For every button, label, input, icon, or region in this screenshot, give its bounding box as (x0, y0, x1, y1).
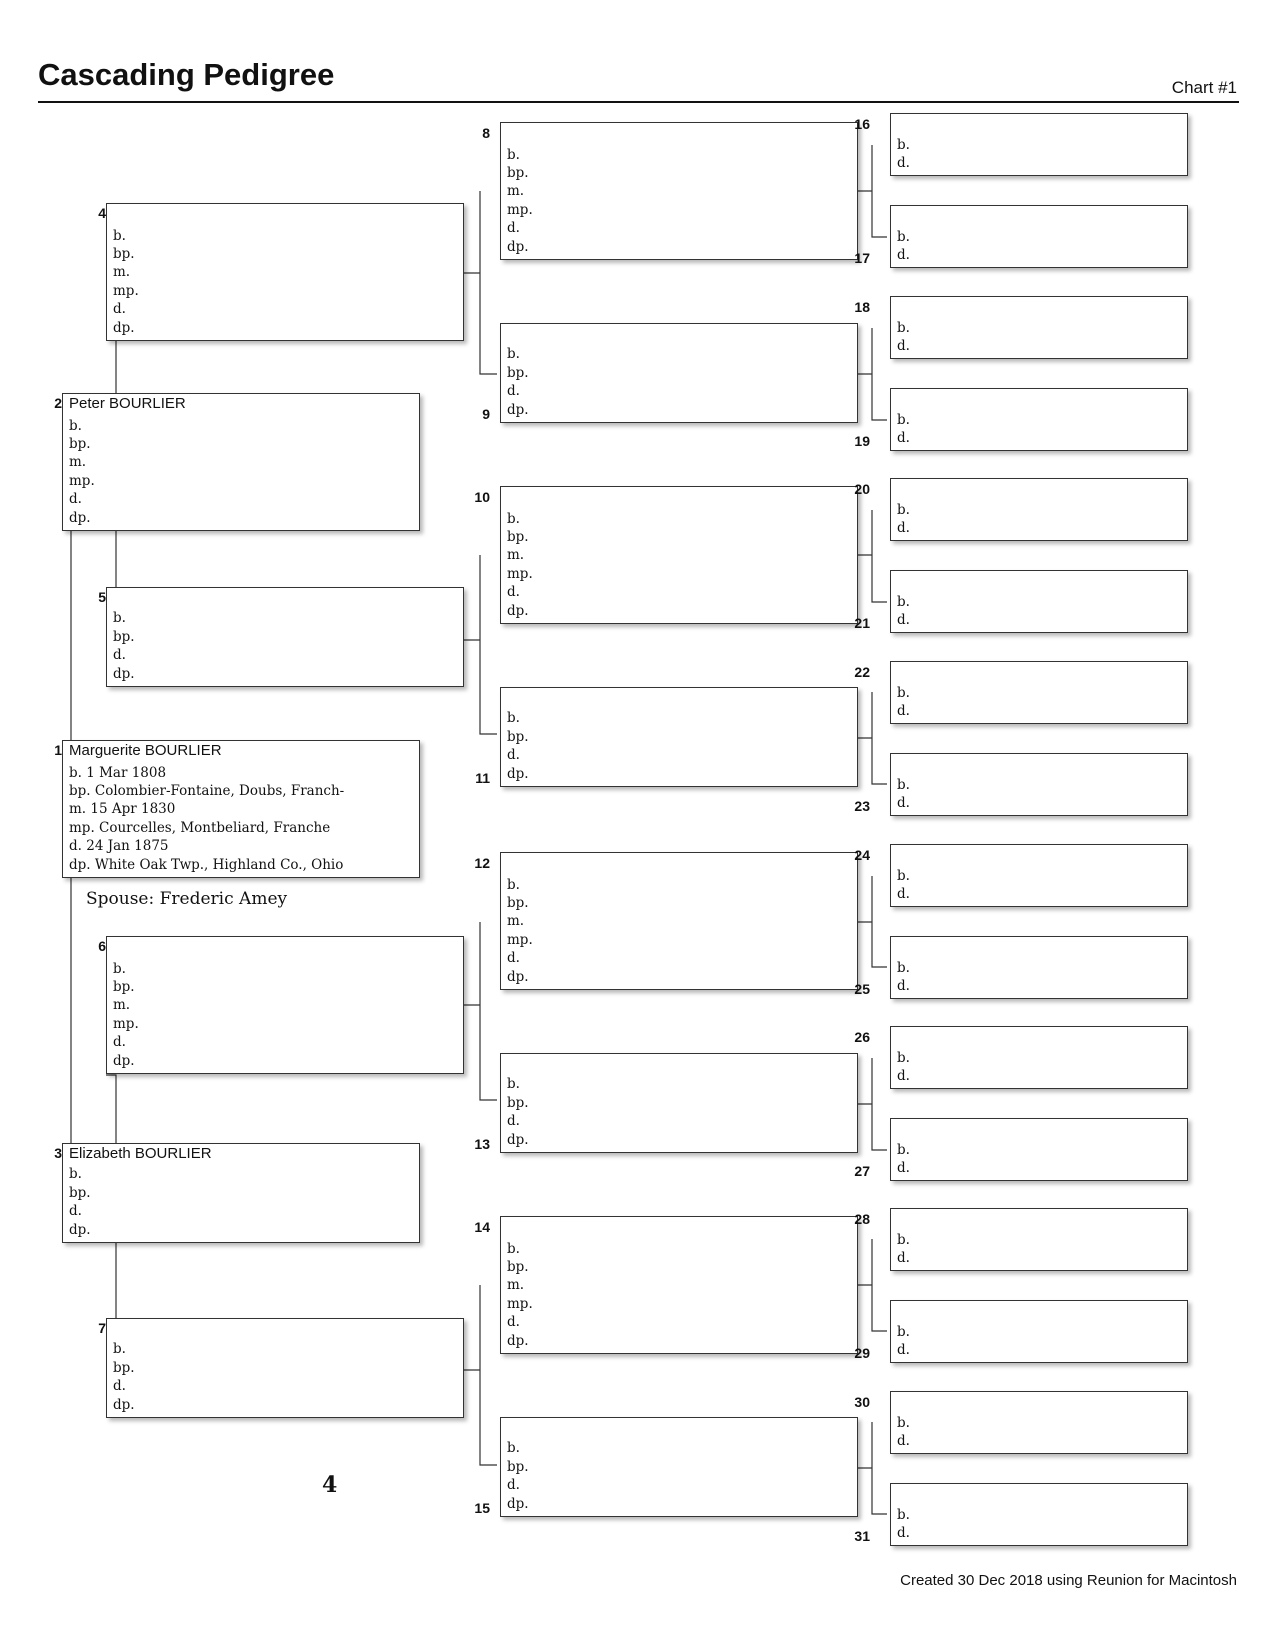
person-box-26 (890, 1026, 1188, 1089)
person-number-3: 3 (54, 1145, 62, 1161)
detail-line: m. (507, 913, 525, 930)
person-box-24 (890, 844, 1188, 907)
detail-line: dp. (507, 1332, 529, 1349)
detail-line: d. (507, 383, 520, 400)
person-number-19: 19 (854, 433, 870, 449)
person-details (897, 136, 1183, 172)
detail-line: b. (507, 510, 520, 527)
detail-line: dp. (507, 1495, 529, 1512)
connector-10 (856, 510, 887, 602)
detail-line: mp. Courcelles, Montbeliard, Franche (69, 819, 331, 836)
person-box-15 (500, 1417, 858, 1517)
detail-line: d. (897, 885, 910, 902)
person-box-28 (890, 1208, 1188, 1271)
person-box-11 (500, 687, 858, 787)
detail-line: d. (507, 1113, 520, 1130)
detail-line: b. (113, 610, 126, 627)
person-number-8: 8 (482, 125, 490, 141)
connector-11 (856, 692, 887, 784)
person-number-2: 2 (54, 395, 62, 411)
detail-line: d. (113, 1378, 126, 1395)
detail-line: m. 15 Apr 1830 (69, 801, 176, 818)
detail-line: d. (507, 950, 520, 967)
person-number-18: 18 (854, 299, 870, 315)
detail-line: b. (507, 1076, 520, 1093)
detail-line: d. (507, 747, 520, 764)
detail-line: b. (897, 411, 910, 428)
detail-line: d. (507, 1477, 520, 1494)
detail-line: b. (507, 1440, 520, 1457)
detail-line: mp. (113, 282, 139, 299)
person-number-30: 30 (854, 1394, 870, 1410)
detail-line: mp. (507, 931, 533, 948)
detail-line: bp. (113, 979, 135, 996)
detail-line: b. (113, 1341, 126, 1358)
detail-line: b. (507, 876, 520, 893)
detail-line: dp. (69, 509, 91, 526)
person-details (507, 1075, 853, 1149)
person-number-9: 9 (482, 406, 490, 422)
detail-line: bp. Colombier-Fontaine, Doubs, Franch- (69, 783, 345, 800)
detail-line: dp. (507, 401, 529, 418)
detail-line: bp. (507, 364, 529, 381)
person-box-25 (890, 936, 1188, 999)
detail-line: m. (507, 1277, 525, 1294)
detail-line: d. (897, 519, 910, 536)
person-number-21: 21 (854, 615, 870, 631)
person-box-30 (890, 1391, 1188, 1454)
person-number-25: 25 (854, 981, 870, 997)
detail-line: bp. (507, 1259, 529, 1276)
person-details (897, 959, 1183, 995)
person-details (897, 1049, 1183, 1085)
detail-line: b. 1 Mar 1808 (69, 764, 167, 781)
person-box-31 (890, 1483, 1188, 1546)
detail-line: b. (897, 959, 910, 976)
detail-line: m. (69, 454, 87, 471)
detail-line: b. (897, 501, 910, 518)
detail-line: b. (897, 1323, 910, 1340)
detail-line: m. (113, 264, 131, 281)
detail-line: b. (897, 1414, 910, 1431)
detail-line: bp. (507, 1458, 529, 1475)
detail-line: b. (113, 227, 126, 244)
detail-line: d. (897, 1159, 910, 1176)
person-number-4: 4 (98, 205, 106, 221)
person-number-1: 1 (54, 742, 62, 758)
detail-line: b. (897, 593, 910, 610)
person-box-7 (106, 1318, 464, 1418)
detail-line: d. (897, 794, 910, 811)
detail-line: d. (897, 429, 910, 446)
person-details (507, 709, 853, 783)
person-number-22: 22 (854, 664, 870, 680)
person-details (113, 960, 459, 1070)
detail-line: bp. (113, 246, 135, 263)
detail-line: d. 24 Jan 1875 (69, 838, 169, 855)
connector-14 (856, 1239, 887, 1331)
person-box-9 (500, 323, 858, 423)
connector-13 (856, 1058, 887, 1150)
detail-line: bp. (507, 1094, 529, 1111)
detail-line: dp. (113, 665, 135, 682)
detail-line: bp. (507, 529, 529, 546)
detail-line: d. (897, 1341, 910, 1358)
detail-line: bp. (507, 165, 529, 182)
detail-line: d. (507, 1314, 520, 1331)
person-box-13 (500, 1053, 858, 1153)
detail-line: dp. (507, 968, 529, 985)
connector-4 (460, 191, 497, 374)
detail-line: m. (113, 997, 131, 1014)
person-number-17: 17 (854, 250, 870, 266)
person-details (897, 228, 1183, 264)
detail-line: mp. (69, 472, 95, 489)
person-box-1 (62, 740, 420, 878)
detail-line: b. (897, 1231, 910, 1248)
detail-line: bp. (113, 1359, 135, 1376)
detail-line: b. (69, 1166, 82, 1183)
person-box-12 (500, 852, 858, 990)
person-box-14 (500, 1216, 858, 1354)
person-number-6: 6 (98, 938, 106, 954)
detail-line: b. (897, 867, 910, 884)
detail-line: b. (897, 1141, 910, 1158)
person-box-16 (890, 113, 1188, 176)
person-box-17 (890, 205, 1188, 268)
detail-line: d. (897, 337, 910, 354)
person-box-10 (500, 486, 858, 624)
connector-6 (460, 922, 497, 1100)
detail-line: dp. White Oak Twp., Highland Co., Ohio (69, 856, 344, 873)
person-number-23: 23 (854, 798, 870, 814)
detail-line: d. (897, 1524, 910, 1541)
detail-line: dp. (113, 1052, 135, 1069)
person-details (69, 764, 415, 874)
person-number-5: 5 (98, 589, 106, 605)
connector-7 (460, 1285, 497, 1465)
detail-line: mp. (507, 1295, 533, 1312)
detail-line: dp. (113, 319, 135, 336)
detail-line: m. (507, 547, 525, 564)
detail-line: b. (897, 684, 910, 701)
person-details (897, 1231, 1183, 1267)
person-number-7: 7 (98, 1320, 106, 1336)
person-details (897, 319, 1183, 355)
person-box-3 (62, 1143, 420, 1243)
connector-15 (856, 1422, 887, 1514)
person-box-18 (890, 296, 1188, 359)
detail-line: bp. (69, 1184, 91, 1201)
detail-line: bp. (507, 728, 529, 745)
person-box-4 (106, 203, 464, 341)
detail-line: dp. (507, 765, 529, 782)
person-box-19 (890, 388, 1188, 451)
detail-line: b. (507, 1240, 520, 1257)
person-details (897, 776, 1183, 812)
person-details (113, 1340, 459, 1414)
detail-line: d. (113, 647, 126, 664)
person-box-5 (106, 587, 464, 687)
detail-line: d. (897, 702, 910, 719)
detail-line: b. (69, 417, 82, 434)
person-number-12: 12 (474, 855, 490, 871)
person-box-27 (890, 1118, 1188, 1181)
person-details (897, 593, 1183, 629)
detail-line: b. (897, 776, 910, 793)
person-details (507, 1240, 853, 1350)
detail-line: d. (69, 491, 82, 508)
detail-line: b. (897, 1049, 910, 1066)
detail-line: bp. (507, 895, 529, 912)
detail-line: b. (507, 346, 520, 363)
detail-line: mp. (507, 201, 533, 218)
detail-line: d. (897, 1432, 910, 1449)
detail-line: b. (897, 319, 910, 336)
chart-number: Chart #1 (1171, 78, 1237, 97)
person-details (69, 417, 415, 527)
person-name: Peter BOURLIER (69, 395, 186, 412)
connector-5 (460, 555, 497, 734)
person-details (897, 501, 1183, 537)
person-number-29: 29 (854, 1345, 870, 1361)
detail-line: b. (897, 228, 910, 245)
person-box-29 (890, 1300, 1188, 1363)
detail-line: b. (897, 1506, 910, 1523)
person-details (507, 876, 853, 986)
person-box-21 (890, 570, 1188, 633)
person-number-15: 15 (474, 1500, 490, 1516)
person-details (897, 411, 1183, 447)
detail-line: d. (507, 584, 520, 601)
detail-line: dp. (113, 1396, 135, 1413)
person-number-28: 28 (854, 1211, 870, 1227)
person-box-6 (106, 936, 464, 1074)
person-details (507, 1439, 853, 1513)
person-details (897, 867, 1183, 903)
connector-9 (856, 328, 887, 420)
detail-line: d. (113, 1034, 126, 1051)
person-number-10: 10 (474, 489, 490, 505)
person-number-31: 31 (854, 1528, 870, 1544)
detail-line: b. (507, 146, 520, 163)
detail-line: dp. (507, 1131, 529, 1148)
detail-line: bp. (113, 628, 135, 645)
person-details (69, 1165, 415, 1239)
person-number-11: 11 (475, 770, 490, 786)
person-details (897, 1506, 1183, 1542)
detail-line: b. (897, 136, 910, 153)
person-box-2 (62, 393, 420, 531)
detail-line: d. (897, 1249, 910, 1266)
detail-line: mp. (113, 1015, 139, 1032)
person-box-8 (500, 122, 858, 260)
person-name: Elizabeth BOURLIER (69, 1145, 212, 1162)
person-details (507, 146, 853, 256)
person-number-26: 26 (854, 1029, 870, 1045)
person-details (113, 609, 459, 683)
detail-line: d. (897, 611, 910, 628)
person-number-24: 24 (854, 847, 870, 863)
detail-line: d. (507, 220, 520, 237)
detail-line: d. (897, 154, 910, 171)
person-number-16: 16 (854, 116, 870, 132)
person-number-27: 27 (854, 1163, 870, 1179)
detail-line: dp. (507, 238, 529, 255)
person-details (897, 1141, 1183, 1177)
detail-line: m. (507, 183, 525, 200)
person-details (897, 1323, 1183, 1359)
detail-line: mp. (507, 565, 533, 582)
footer-credit: Created 30 Dec 2018 using Reunion for Macintosh (900, 1572, 1237, 1589)
person-number-14: 14 (474, 1219, 490, 1235)
person-details (113, 227, 459, 337)
spouse-line: Spouse: Frederic Amey (86, 889, 288, 909)
page-reference: 4 (322, 1472, 338, 1498)
person-number-13: 13 (474, 1136, 490, 1152)
person-box-23 (890, 753, 1188, 816)
detail-line: d. (113, 301, 126, 318)
person-box-20 (890, 478, 1188, 541)
detail-line: d. (69, 1203, 82, 1220)
detail-line: dp. (507, 602, 529, 619)
person-number-20: 20 (854, 481, 870, 497)
person-details (897, 1414, 1183, 1450)
connector-8 (856, 145, 887, 237)
person-details (897, 684, 1183, 720)
detail-line: dp. (69, 1221, 91, 1238)
detail-line: d. (897, 1067, 910, 1084)
detail-line: b. (507, 710, 520, 727)
page-title: Cascading Pedigree (38, 57, 335, 92)
person-details (507, 510, 853, 620)
detail-line: d. (897, 977, 910, 994)
person-box-22 (890, 661, 1188, 724)
person-details (507, 345, 853, 419)
detail-line: d. (897, 246, 910, 263)
connector-12 (856, 876, 887, 967)
detail-line: bp. (69, 436, 91, 453)
detail-line: b. (113, 960, 126, 977)
person-name: Marguerite BOURLIER (69, 742, 222, 759)
